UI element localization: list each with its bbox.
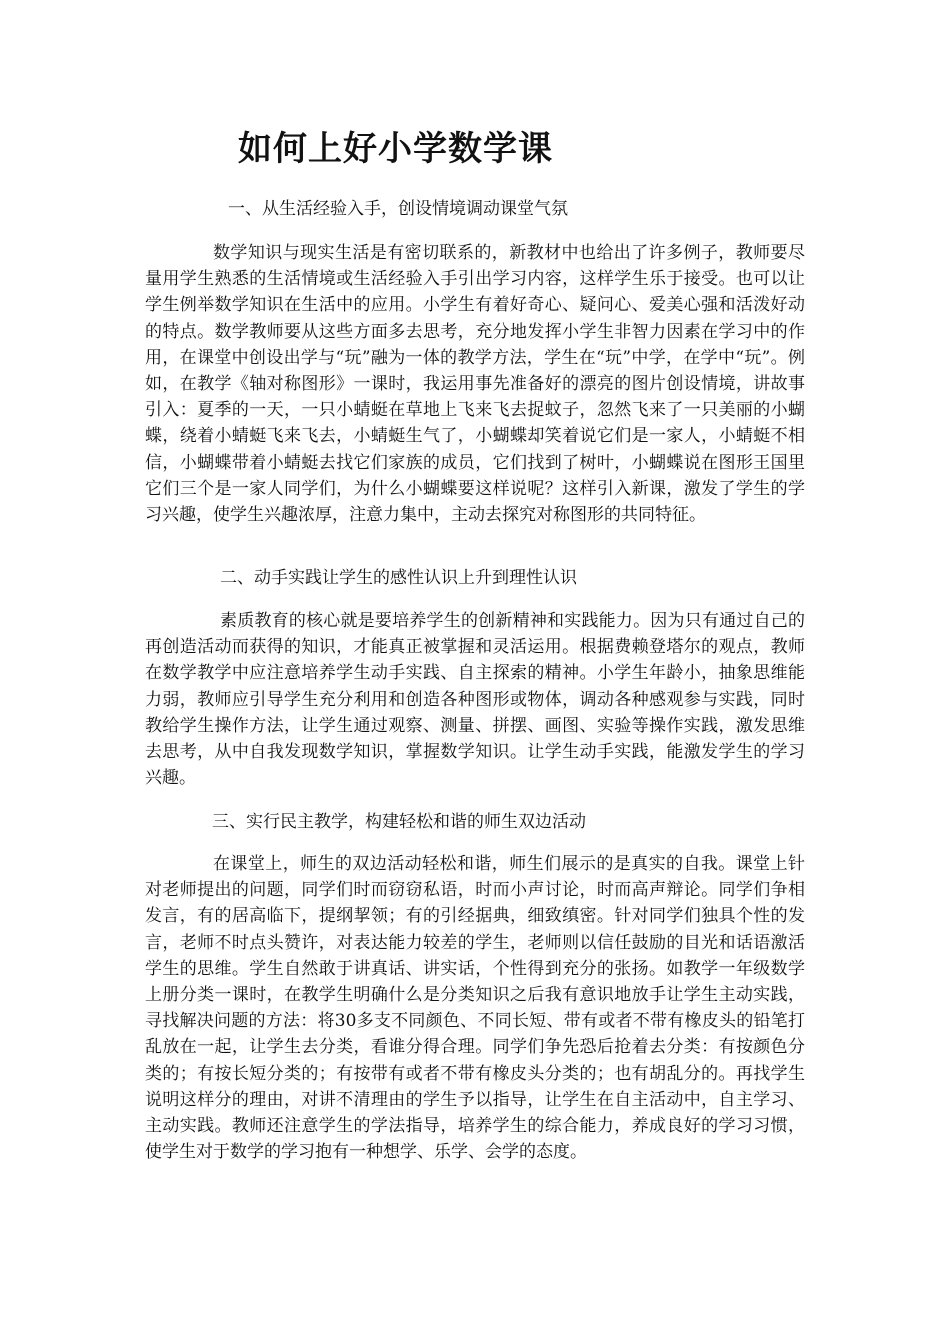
section-heading-2: 二、动手实践让学生的感性认识上升到理性认识 [220,568,577,588]
section-body-1: 数学知识与现实生活是有密切联系的，新教材中也给出了许多例子，教师要尽量用学生熟悉的生活情境或生活经验入手引出学习内容，这样学生乐于接受。也可以让学生例举数学知识在生活中的应用。小学生有着好奇心、疑问心、爱美心强和活泼好动的特点。数学教师要从这些方面多去思考，充分地发挥小学生非智力因素在学习中的作用，在课堂中创设出学与“玩”融为一体的教学方法，学生在“玩”中学，在学中“玩”。例如，在教学《轴对称图形》一课时，我运用事先准备好的漂亮的图片创设情境，讲故事引入：夏季的一天，一只小蜻蜓在草地上飞来飞去捉蚊子，忽然飞来了一只美丽的小蝴蝶，绕着小蜻蜓飞来飞去，小蜻蜓生气了，小蝴蝶却笑着说它们是一家人，小蜻蜓不相信，小蝴蝶带着小蜻蜓去找它们家族的成员，它们找到了树叶，小蝴蝶说在图形王国里它们三个是一家人同学们，为什么小蝴蝶要这样说呢？这样引入新课，激发了学生的学习兴趣，使学生兴趣浓厚，注意力集中，主动去探究对称图形的共同特征。 [145,243,805,526]
section-body-3: 在课堂上，师生的双边活动轻松和谐，师生们展示的是真实的自我。课堂上针对老师提出的问题，同学们时而窃窃私语，时而小声讨论，时而高声辩论。同学们争相发言，有的居高临下，提纲挈领；有的引经据典，细致缜密。针对同学们独具个性的发言，老师不时点头赞许，对表达能力较差的学生，老师则以信任鼓励的目光和话语激活学生的思维。学生自然敢于讲真话、讲实话，个性得到充分的张扬。如教学一年级数学上册分类一课时，在教学生明确什么是分类知识之后我有意识地放手让学生主动实践，寻找解决问题的方法：将30多支不同颜色、不同长短、带有或者不带有橡皮头的铅笔打乱放在一起，让学生去分类，看谁分得合理。同学们争先恐后抢着去分类：有按颜色分类的；有按长短分类的；有按带有或者不带有橡皮头分类的；也有胡乱分的。再找学生说明这样分的理由，对讲不清理由的学生予以指导，让学生在自主活动中，自主学习、主动实践。教师还注意学生的学法指导，培养学生的综合能力，养成良好的学习习惯，使学生对于数学的学习抱有一种想学、乐学、会学的态度。 [145,854,805,1163]
section-heading-3: 三、实行民主教学，构建轻松和谐的师生双边活动 [212,812,586,832]
document-title: 如何上好小学数学课 [238,129,553,169]
section-body-2: 素质教育的核心就是要培养学生的创新精神和实践能力。因为只有通过自己的再创造活动而获得的知识，才能真正被掌握和灵活运用。根据费赖登塔尔的观点，教师在数学教学中应注意培养学生动手实践、自主探索的精神。小学生年龄小，抽象思维能力弱，教师应引导学生充分利用和创造各种图形或物体，调动各种感观参与实践，同时教给学生操作方法，让学生通过观察、测量、拼摆、画图、实验等操作实践，激发思维去思考，从中自我发现数学知识，掌握数学知识。让学生动手实践，能激发学生的学习兴趣。 [145,611,805,789]
section-heading-1: 一、从生活经验入手，创设情境调动课堂气氛 [228,199,568,219]
